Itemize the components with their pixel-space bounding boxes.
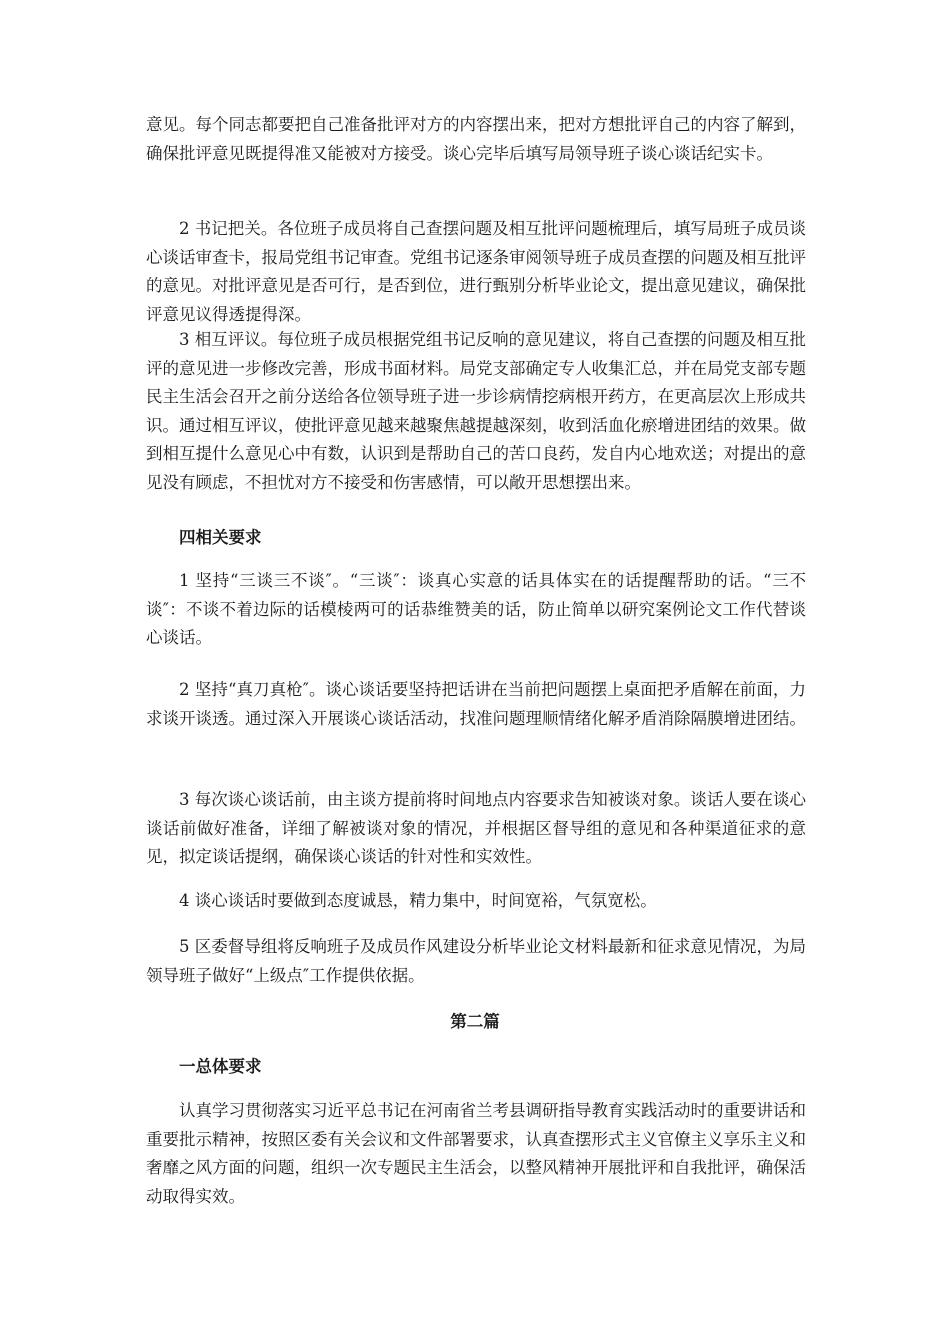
part-two-title: 第二篇: [450, 1012, 500, 1031]
requirement-item-4: 4 谈心谈话时要做到态度诚恳，精力集中，时间宽裕，气氛宽松。: [179, 891, 657, 910]
section-heading-requirements: 四相关要求: [179, 528, 262, 547]
section-heading-overall: 一总体要求: [179, 1057, 262, 1076]
requirement-item-3: 3 每次谈心谈话前，由主谈方提前将时间地点内容要求告知被谈对象。谈话人要在谈心谈话前做好准备，详细了解被谈对象的情况，并根据区督导组的意见和各种渠道征求的意见，拟定谈话提纲，确保谈心谈话的针对性和实效性。: [146, 790, 806, 866]
requirement-item-5: 5 区委督导组将反响班子及成员作风建设分析毕业论文材料最新和征求意见情况，为局领导班子做好“上级点″工作提供依据。: [146, 937, 806, 985]
paragraph-overall-requirements: 认真学习贯彻落实习近平总书记在河南省兰考县调研指导教育实践活动时的重要讲话和重要批示精神，按照区委有关会议和文件部署要求，认真查摆形式主义官僚主义享乐主义和奢靡之风方面的问题，组织一次专题民主生活会，以整风精神开展批评和自我批评，确保活动取得实效。: [146, 1101, 806, 1206]
paragraph-opinion-exchange: 意见。每个同志都要把自己准备批评对方的内容摆出来，把对方想批评自己的内容了解到，确保批评意见既提得准又能被对方接受。谈心完毕后填写局领导班子谈心谈话纪实卡。: [146, 115, 806, 163]
paragraph-mutual-review: 3 相互评议。每位班子成员根据党组书记反响的意见建议，将自己查摆的问题及相互批评的意见进一步修改完善，形成书面材料。局党支部确定专人收集汇总，并在局党支部专题民主生活会召开之前分送给各位领导班子进一步诊病情挖病根开药方，在更高层次上形成共识。通过相互评议，使批评意见越来越聚焦越提越深刻，收到活血化瘀增进团结的效果。做到相互提什么意见心中有数，认识到是帮助自己的苦口良药，发自内心地欢送；对提出的意见没有顾虑，不担忧对方不接受和伤害感情，可以敞开思想摆出来。: [146, 330, 806, 492]
requirement-item-1: 1 坚持“三谈三不谈″。“三谈″：谈真心实意的话具体实在的话提醒帮助的话。“三不谈″：不谈不着边际的话模棱两可的话恭维赞美的话，防止简单以研究案例论文工作代替谈心谈话。: [146, 571, 806, 647]
requirement-item-2: 2 坚持“真刀真枪″。谈心谈话要坚持把话讲在当前把问题摆上桌面把矛盾解在前面，力求谈开谈透。通过深入开展谈心谈话活动，找准问题理顺情绪化解矛盾消除隔膜增进团结。: [146, 680, 806, 728]
paragraph-secretary-review: 2 书记把关。各位班子成员将自己查摆问题及相互批评问题梳理后，填写局班子成员谈心谈话审查卡，报局党组书记审查。党组书记逐条审阅领导班子成员查摆的问题及相互批评的意见。对批评意见是否可行，是否到位，进行甄别分析毕业论文，提出意见建议，确保批评意见议得透提得深。: [146, 219, 806, 324]
